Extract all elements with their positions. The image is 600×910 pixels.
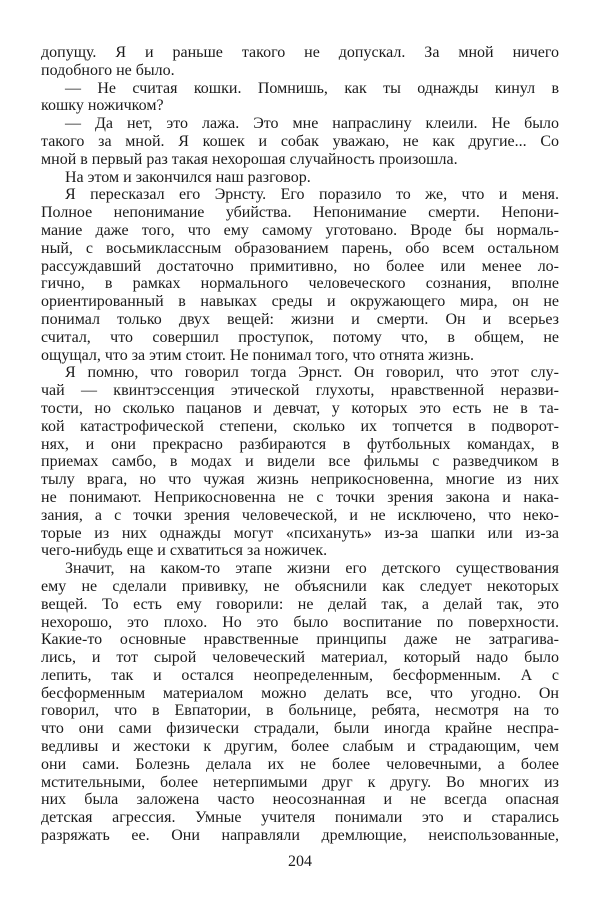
text-line: Значит, на каком-то этапе жизни его детского существования: [65, 560, 559, 578]
text-line: приемах самбо, в модах и видели все фильмы с разведчиком в: [41, 453, 559, 471]
text-line: допущу. Я и раньше такого не допускал. За мной ничего: [41, 44, 559, 61]
text-line: что они сами физически страдали, были иногда крайне неспра-: [41, 720, 559, 738]
text-line: понимал только двух вещей: жизни и смерти. Он и всерьез: [41, 310, 559, 328]
text-line: Какие-то основные нравственные принципы даже не затрагива-: [41, 631, 559, 649]
page-body-text: [41, 44, 559, 845]
text-line: нехорошо, это плохо. Но это было воспитание по поверхности.: [41, 613, 559, 631]
text-line: мной в первый раз такая нехорошая случайность произошла.: [41, 150, 458, 168]
text-line: гично, в рамках нормального человеческого сознания, вполне: [41, 275, 559, 293]
text-line: мстительными, более нетерпимыми друг к другу. Во многих из: [41, 773, 559, 791]
text-line: детская агрессия. Умные учителя понимали это и старались: [41, 809, 559, 827]
text-line: — Да нет, это лажа. Это мне напраслину клеили. Не было: [65, 115, 559, 133]
text-line: считал, что совершил проступок, потому что, в общем, не: [41, 328, 559, 346]
text-line: ему не сделали прививку, не объяснили как следует некоторых: [41, 577, 559, 595]
text-line: такого за мной. Я кошек и собак уважаю, не как другие... Со: [41, 132, 559, 150]
text-line: мание даже того, что ему самому уготовано. Вроде бы нормаль-: [41, 221, 559, 239]
text-line: тости, но сколько пацанов и девчат, у которых это есть не в та-: [41, 399, 559, 417]
text-line: говорил, что в Евпатории, в больнице, ребята, несмотря на то: [41, 702, 559, 720]
text-line: чай — квинтэссенция этической глухоты, нравственной неразви-: [41, 382, 559, 400]
text-line: ный, с восьмиклассным образованием парень, обо всем остальном: [41, 239, 559, 257]
text-line: ориентированный в навыках среды и окружающего мира, он не: [41, 293, 559, 311]
text-line: тылу врага, но что чужая жизнь неприкосновенна, многие из них: [41, 471, 559, 489]
text-line: они сами. Болезнь делала их не более человечными, а более: [41, 755, 559, 773]
text-line: лепить, так и остался неопределенным, бесформенным. А с: [41, 666, 559, 684]
text-line: разряжать ее. Они направляли дремлющие, неиспользованные,: [41, 827, 559, 845]
text-line: бесформенным материалом можно делать все, что угодно. Он: [41, 684, 559, 702]
text-line: На этом и закончился наш разговор.: [65, 168, 311, 186]
text-line: лись, и тот сырой человеческий материал, который надо было: [41, 649, 559, 667]
text-line: зания, а с точки зрения человеческой, и не исключено, что неко-: [41, 506, 559, 524]
text-line: кой катастрофической степени, сколько их топчется в подворот-: [41, 417, 559, 435]
text-line: — Не считая кошки. Помнишь, как ты однажды кинул в: [65, 79, 559, 97]
text-line: чего-нибудь еще и схватиться за ножичек.: [41, 542, 328, 560]
text-line: ощущал, что за этим стоит. Не понимал того, что отнята жизнь.: [41, 346, 475, 364]
text-line: вещей. То есть ему говорили: не делай так, а делай так, это: [41, 595, 559, 613]
text-line: ведливы и жестоки к другим, более слабым и страдающим, чем: [41, 738, 559, 756]
text-line: не понимают. Неприкосновенна не с точки зрения закона и нака-: [41, 488, 559, 506]
text-line: рассуждавший достаточно примитивно, но более или менее ло-: [41, 257, 559, 275]
text-line: Я помню, что говорил тогда Эрнст. Он говорил, что этот слу-: [65, 364, 559, 382]
text-line: кошку ножичком?: [41, 97, 164, 115]
text-line: нях, и они прекрасно разбираются в футбольных командах, в: [41, 435, 559, 453]
text-line: Полное непонимание убийства. Непонимание смерти. Непони-: [41, 204, 559, 222]
page-number: 204: [288, 853, 312, 870]
text-line: Я пересказал его Эрнсту. Его поразило то же, что и меня.: [65, 186, 559, 204]
text-line: них была заложена часто неосознанная и не всегда опасная: [41, 791, 559, 809]
text-line: торые из них однажды могут «психануть» из-за шапки или из-за: [41, 524, 559, 542]
text-line: подобного не было.: [41, 61, 175, 79]
